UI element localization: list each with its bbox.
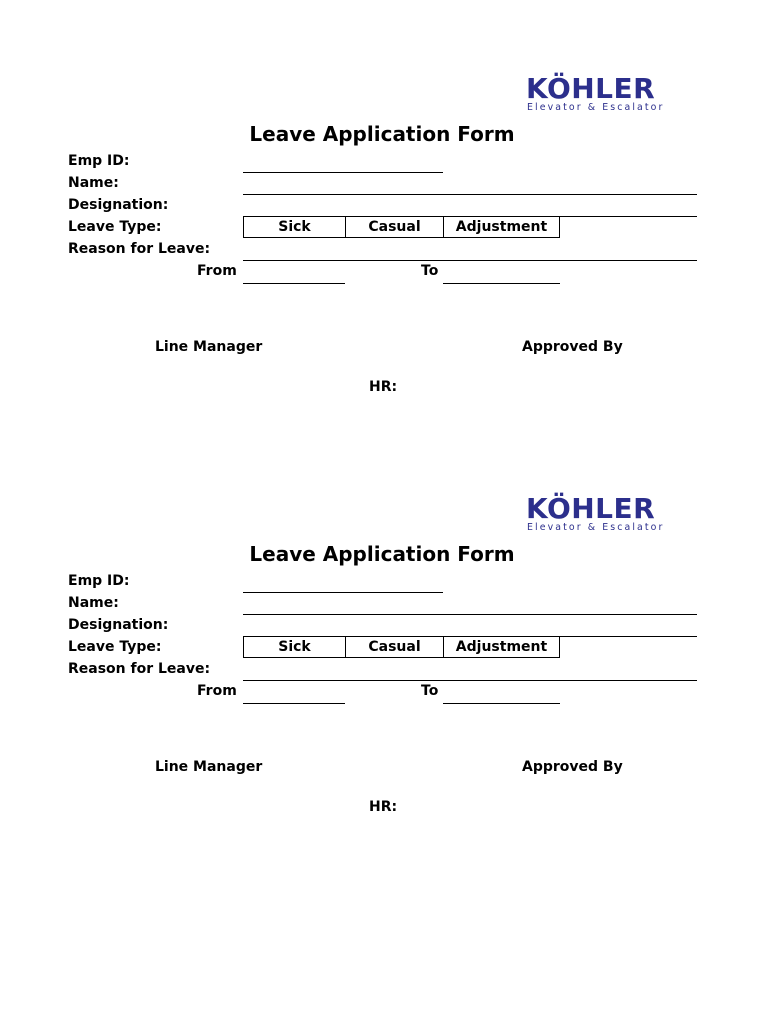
leave-option-adjustment[interactable]: Adjustment (443, 216, 560, 238)
to-label: To (421, 263, 439, 279)
leave-application-form-1 (0, 0, 768, 420)
leave-option-casual[interactable]: Casual (345, 636, 444, 658)
leave-option-sick[interactable]: Sick (243, 636, 346, 658)
hr-label: HR: (369, 799, 398, 815)
logo-name: KÖHLER (526, 492, 656, 525)
to-label: To (421, 683, 439, 699)
name-field[interactable] (243, 614, 697, 615)
leave-option-casual[interactable]: Casual (345, 216, 444, 238)
from-label: From (197, 683, 237, 699)
line-manager-label: Line Manager (155, 339, 263, 355)
emp-id-label: Emp ID: (68, 573, 130, 589)
reason-field[interactable] (243, 680, 697, 681)
name-label: Name: (68, 595, 119, 611)
leave-option-sick[interactable]: Sick (243, 216, 346, 238)
from-label: From (197, 263, 237, 279)
name-field[interactable] (243, 194, 697, 195)
to-field[interactable] (443, 703, 560, 704)
hr-label: HR: (369, 379, 398, 395)
emp-id-field[interactable] (243, 172, 443, 173)
name-label: Name: (68, 175, 119, 191)
approved-by-label: Approved By (522, 759, 623, 775)
leave-option-adjustment[interactable]: Adjustment (443, 636, 560, 658)
reason-field[interactable] (243, 260, 697, 261)
logo-name: KÖHLER (526, 72, 656, 105)
logo-tagline: Elevator & Escalator (527, 102, 665, 113)
leave-application-form-2 (0, 420, 768, 840)
kohler-logo (526, 494, 694, 538)
from-field[interactable] (243, 703, 345, 704)
leave-type-label: Leave Type: (68, 639, 162, 655)
reason-label: Reason for Leave: (68, 241, 211, 257)
line-manager-label: Line Manager (155, 759, 263, 775)
logo-tagline: Elevator & Escalator (527, 522, 665, 533)
kohler-logo (526, 74, 694, 118)
form-title: Leave Application Form (249, 122, 515, 146)
emp-id-field[interactable] (243, 592, 443, 593)
to-field[interactable] (443, 283, 560, 284)
reason-label: Reason for Leave: (68, 661, 211, 677)
leave-type-label: Leave Type: (68, 219, 162, 235)
emp-id-label: Emp ID: (68, 153, 130, 169)
from-field[interactable] (243, 283, 345, 284)
approved-by-label: Approved By (522, 339, 623, 355)
designation-label: Designation: (68, 617, 169, 633)
form-title: Leave Application Form (249, 542, 515, 566)
designation-label: Designation: (68, 197, 169, 213)
